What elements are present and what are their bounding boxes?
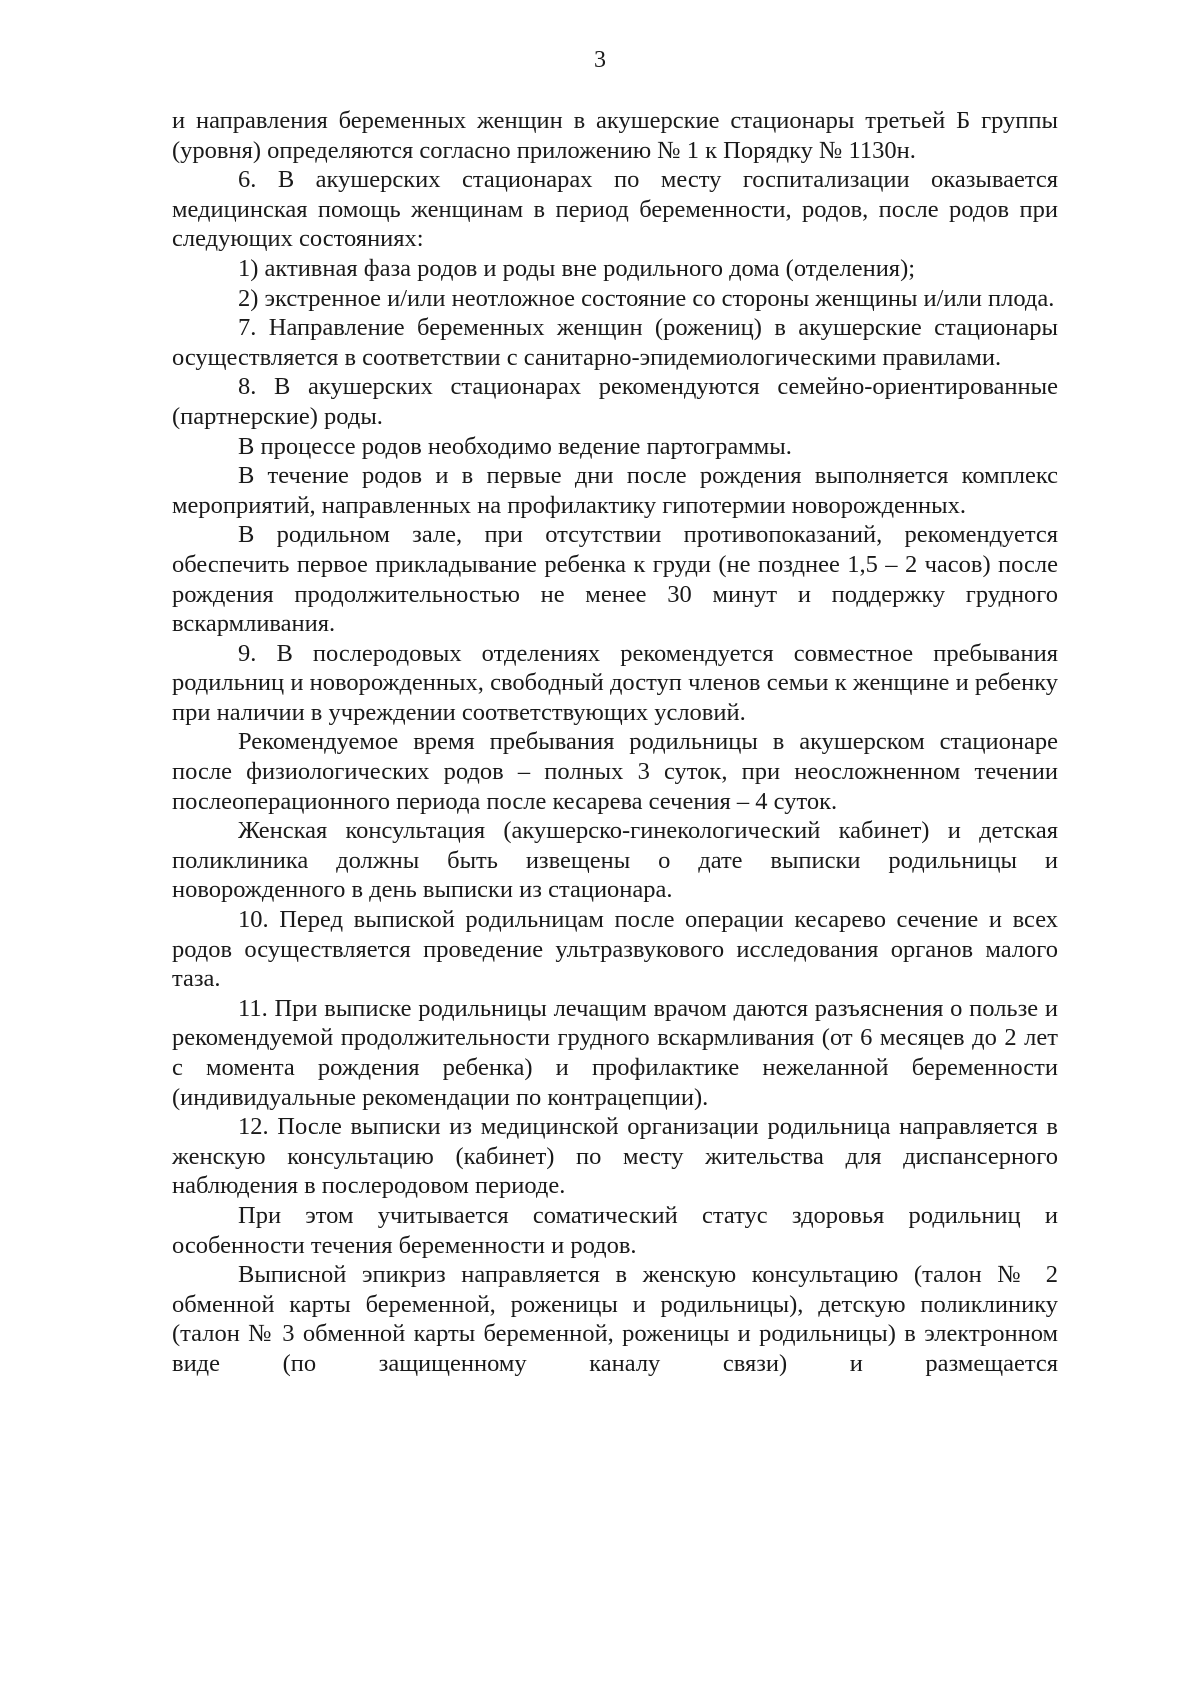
- paragraph: 1) активная фаза родов и роды вне родильного дома (отделения);: [238, 254, 916, 282]
- paragraph: Выписной эпикриз направляется в женскую консультацию (талон № 2 обменной карты беременной, роженицы и родильницы), детскую поликлинику (талон № 3 обменной карты беременной, роженицы и родильницы) в электронном виде (по защищенному каналу связи) и размещается: [172, 1261, 1058, 1377]
- paragraph: и направления беременных женщин в акушерские стационары третьей Б группы (уровня) определяются согласно приложению № 1 к Порядку № 1130н.: [172, 107, 1058, 164]
- paragraph: Женская консультация (акушерско-гинекологический кабинет) и детская поликлиника должны быть извещены о дате выписки родильницы и новорожденного в день выписки из стационара.: [172, 817, 1058, 904]
- paragraph: В родильном зале, при отсутствии противопоказаний, рекомендуется обеспечить первое прикладывание ребенка к груди (не позднее 1,5 – 2 часов) после рождения продолжительностью не менее 30 минут и поддержку грудного вскармливания.: [172, 521, 1058, 638]
- paragraph: 12. После выписки из медицинской организации родильница направляется в женскую консультацию (кабинет) по месту жительства для диспансерного наблюдения в послеродовом периоде.: [172, 1113, 1058, 1200]
- paragraph: 11. При выписке родильницы лечащим врачом даются разъяснения о пользе и рекомендуемой продолжительности грудного вскармливания (от 6 месяцев до 2 лет с момента рождения ребенка) и профилактике нежеланной беременности (индивидуальные рекомендации по контрацепции).: [172, 994, 1058, 1111]
- paragraph: В процессе родов необходимо ведение партограммы.: [238, 432, 792, 460]
- paragraph: 8. В акушерских стационарах рекомендуются семейно-ориентированные (партнерские) роды.: [172, 373, 1058, 430]
- paragraph: В течение родов и в первые дни после рождения выполняется комплекс мероприятий, направленных на профилактику гипотермии новорожденных.: [172, 462, 1058, 519]
- paragraph: 2) экстренное и/или неотложное состояние со стороны женщины и/или плода.: [238, 284, 1055, 312]
- paragraph: 6. В акушерских стационарах по месту госпитализации оказывается медицинская помощь женщинам в период беременности, родов, после родов при следующих состояниях:: [172, 166, 1058, 253]
- paragraph: При этом учитывается соматический статус здоровья родильниц и особенности течения беременности и родов.: [172, 1201, 1058, 1259]
- paragraph: 10. Перед выпиской родильницам после операции кесарево сечение и всех родов осуществляется проведение ультразвукового исследования органов малого таза.: [172, 906, 1058, 993]
- document-body: [172, 106, 1058, 1379]
- paragraph: 7. Направление беременных женщин (рожениц) в акушерские стационары осуществляется в соответствии с санитарно-эпидемиологическими правилами.: [172, 314, 1058, 371]
- page-number: 3: [594, 47, 606, 73]
- paragraph: 9. В послеродовых отделениях рекомендуется совместное пребывания родильниц и новорожденных, свободный доступ членов семьи к женщине и ребенку при наличии в учреждении соответствующих условий.: [172, 639, 1058, 726]
- paragraph: Рекомендуемое время пребывания родильницы в акушерском стационаре после физиологических родов – полных 3 суток, при неосложненном течении послеоперационного периода после кесарева сечения – 4 суток.: [172, 728, 1058, 815]
